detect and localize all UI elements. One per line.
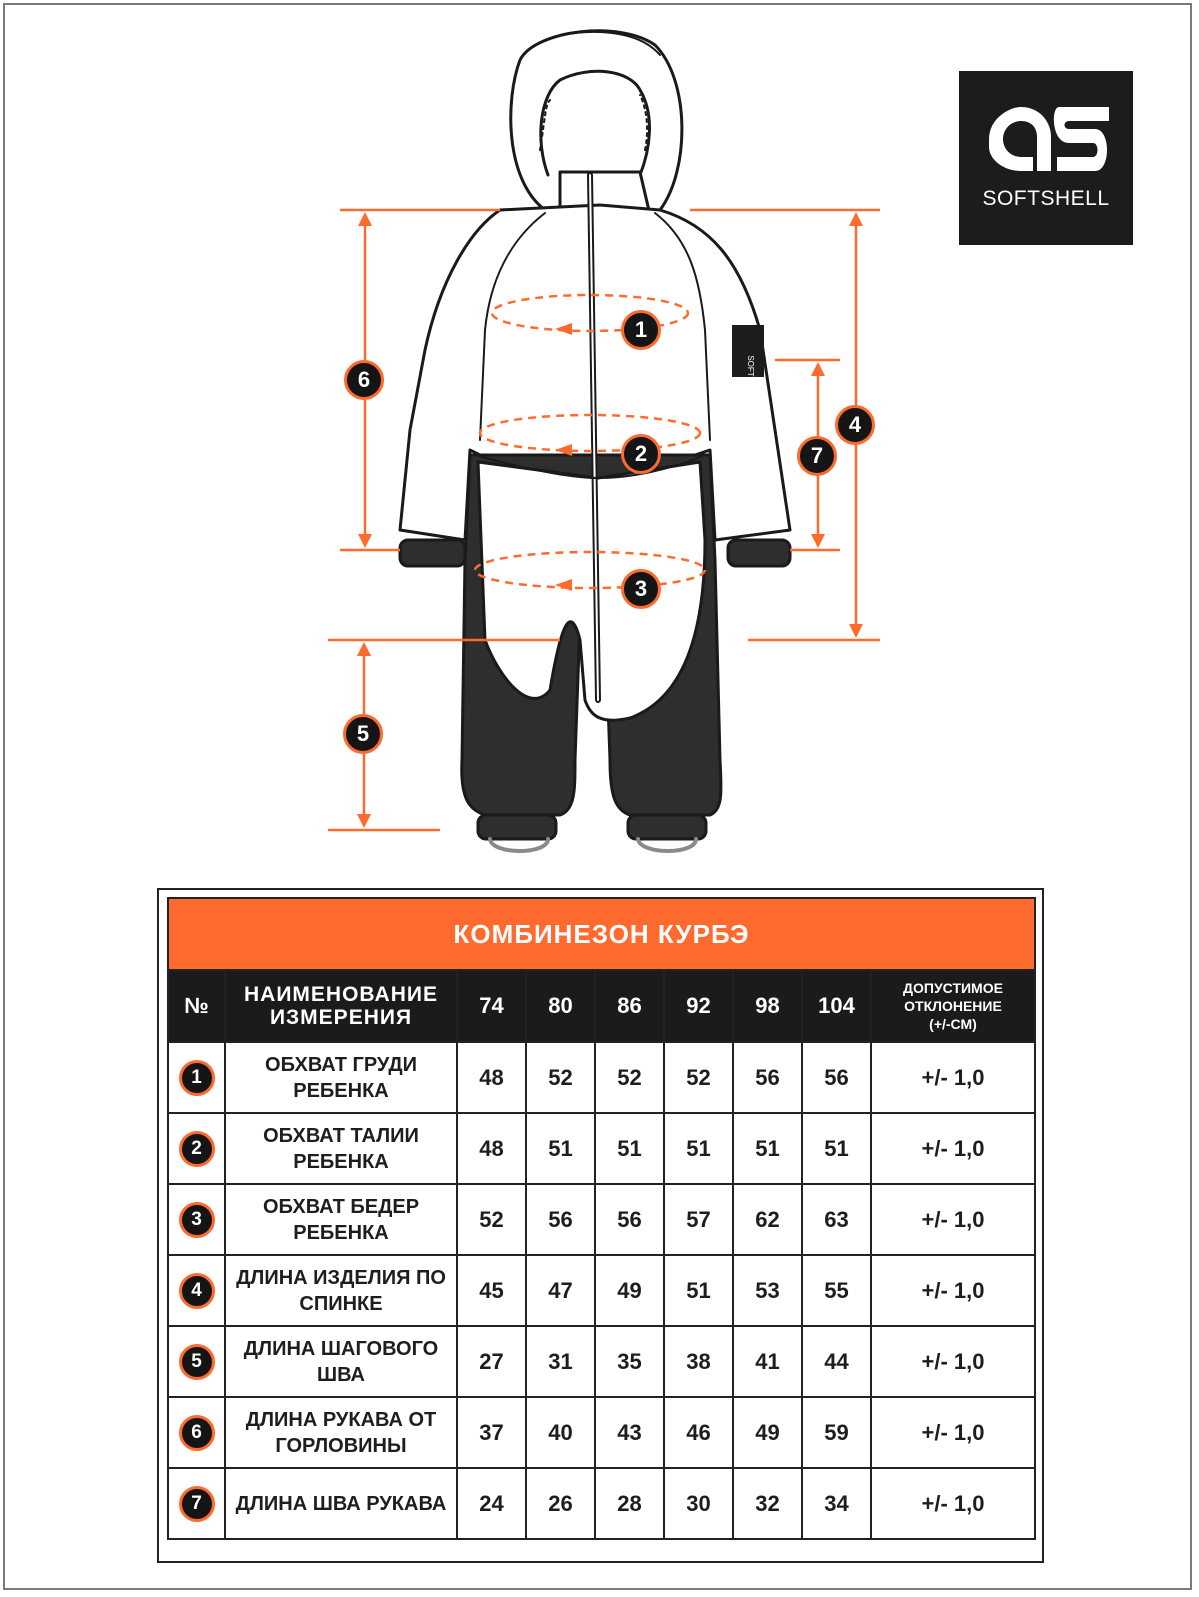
header-deviation (871, 970, 1035, 1042)
row-size-value: 43 (595, 1397, 664, 1468)
header-size-86: 86 (595, 970, 664, 1042)
row-name-line1: ОБХВАТ ТАЛИИ (263, 1124, 419, 1147)
header-deviation-line1: ДОПУСТИМОЕ (903, 980, 1003, 996)
row-size-value: 48 (457, 1042, 526, 1113)
marker-6: 6 (344, 360, 384, 400)
table-row (168, 1042, 1035, 1113)
row-measurement-name (225, 1042, 457, 1113)
row-deviation: +/- 1,0 (871, 1113, 1035, 1184)
row-size-value: 49 (733, 1397, 802, 1468)
row-number-badge: 1 (179, 1060, 215, 1096)
row-name-line2: РЕБЕНКА (293, 1221, 389, 1244)
row-measurement-name (225, 1397, 457, 1468)
brand-logo-mark (959, 71, 1133, 245)
header-deviation-line3: (+/-СМ) (929, 1016, 977, 1032)
row-size-value: 31 (526, 1326, 595, 1397)
row-number-cell (168, 1042, 225, 1113)
row-size-value: 59 (802, 1397, 871, 1468)
row-size-value: 52 (526, 1042, 595, 1113)
row-size-value: 32 (733, 1468, 802, 1539)
row-size-value: 51 (664, 1113, 733, 1184)
left-cuff (400, 540, 465, 566)
row-deviation: +/- 1,0 (871, 1326, 1035, 1397)
row-number-badge: 7 (179, 1486, 215, 1522)
row-number-badge: 5 (179, 1344, 215, 1380)
marker-2: 2 (621, 434, 661, 474)
row-size-value: 28 (595, 1468, 664, 1539)
row-size-value: 30 (664, 1468, 733, 1539)
row-name-line1: ДЛИНА ШВА РУКАВА (235, 1492, 447, 1515)
row-name-line2: ШВА (317, 1363, 365, 1386)
marker-5: 5 (343, 714, 383, 754)
row-size-value: 55 (802, 1255, 871, 1326)
row-name-line2: РЕБЕНКА (293, 1150, 389, 1173)
row-size-value: 51 (595, 1113, 664, 1184)
table-row (168, 1113, 1035, 1184)
row-size-value: 51 (733, 1113, 802, 1184)
header-name-line2: ИЗМЕРЕНИЯ (269, 1006, 413, 1029)
row-name-line1: ОБХВАТ БЕДЕР (262, 1195, 420, 1218)
row-deviation: +/- 1,0 (871, 1042, 1035, 1113)
row-size-value: 37 (457, 1397, 526, 1468)
table-header-row (168, 970, 1035, 1042)
row-size-value: 46 (664, 1397, 733, 1468)
brand-logo-text: SOFTSHELL (982, 187, 1110, 210)
table-row (168, 1397, 1035, 1468)
front-panel (478, 462, 705, 720)
row-size-value: 51 (802, 1113, 871, 1184)
table-row (168, 1255, 1035, 1326)
header-name (225, 970, 457, 1042)
row-name-line2: РЕБЕНКА (293, 1079, 389, 1102)
row-number-badge: 4 (179, 1273, 215, 1309)
row-measurement-name (225, 1468, 457, 1539)
row-size-value: 40 (526, 1397, 595, 1468)
row-name-line1: ДЛИНА ШАГОВОГО (243, 1337, 439, 1360)
row-size-value: 41 (733, 1326, 802, 1397)
row-size-value: 35 (595, 1326, 664, 1397)
marker-1: 1 (621, 310, 661, 350)
row-size-value: 38 (664, 1326, 733, 1397)
header-name-line1: НАИМЕНОВАНИЕ (244, 983, 438, 1006)
row-name-line1: ОБХВАТ ГРУДИ (265, 1053, 417, 1076)
header-deviation-line2: ОТКЛОНЕНИЕ (904, 998, 1002, 1014)
header-size-92: 92 (664, 970, 733, 1042)
row-name-line2: СПИНКЕ (299, 1292, 383, 1315)
marker-3: 3 (621, 569, 661, 609)
marker-7: 7 (797, 436, 837, 476)
row-size-value: 62 (733, 1184, 802, 1255)
row-size-value: 57 (664, 1184, 733, 1255)
row-size-value: 56 (733, 1042, 802, 1113)
row-size-value: 34 (802, 1468, 871, 1539)
row-number-badge: 3 (179, 1202, 215, 1238)
row-name-line2: ГОРЛОВИНЫ (275, 1434, 407, 1457)
row-number-cell (168, 1397, 225, 1468)
row-deviation: +/- 1,0 (871, 1468, 1035, 1539)
row-size-value: 45 (457, 1255, 526, 1326)
row-size-value: 53 (733, 1255, 802, 1326)
header-size-74: 74 (457, 970, 526, 1042)
row-size-value: 51 (526, 1113, 595, 1184)
row-measurement-name (225, 1184, 457, 1255)
row-size-value: 52 (595, 1042, 664, 1113)
row-size-value: 44 (802, 1326, 871, 1397)
row-number-cell (168, 1255, 225, 1326)
row-size-value: 56 (595, 1184, 664, 1255)
row-number-cell (168, 1113, 225, 1184)
row-name-line1: ДЛИНА ИЗДЕЛИЯ ПО (236, 1266, 446, 1289)
row-number-badge: 2 (179, 1131, 215, 1167)
header-size-98: 98 (733, 970, 802, 1042)
row-number-cell (168, 1326, 225, 1397)
row-size-value: 48 (457, 1113, 526, 1184)
header-size-104: 104 (802, 970, 871, 1042)
row-deviation: +/- 1,0 (871, 1397, 1035, 1468)
sleeve-logo-text: SOFT (746, 355, 755, 377)
row-size-value: 52 (664, 1042, 733, 1113)
row-number-badge: 6 (179, 1415, 215, 1451)
table-row (168, 1468, 1035, 1539)
row-size-value: 52 (457, 1184, 526, 1255)
header-size-80: 80 (526, 970, 595, 1042)
header-number: № (168, 970, 225, 1042)
row-size-value: 47 (526, 1255, 595, 1326)
row-number-cell (168, 1184, 225, 1255)
brand-logo (959, 71, 1133, 245)
row-size-value: 24 (457, 1468, 526, 1539)
row-size-value: 51 (664, 1255, 733, 1326)
row-size-value: 63 (802, 1184, 871, 1255)
size-table (167, 897, 1036, 1540)
row-deviation: +/- 1,0 (871, 1255, 1035, 1326)
row-measurement-name (225, 1255, 457, 1326)
table-row (168, 1184, 1035, 1255)
marker-4: 4 (835, 405, 875, 445)
row-size-value: 26 (526, 1468, 595, 1539)
row-size-value: 56 (526, 1184, 595, 1255)
right-leg-cuff (628, 815, 706, 839)
right-cuff (728, 540, 790, 566)
row-size-value: 56 (802, 1042, 871, 1113)
row-deviation: +/- 1,0 (871, 1184, 1035, 1255)
row-measurement-name (225, 1113, 457, 1184)
row-size-value: 27 (457, 1326, 526, 1397)
row-measurement-name (225, 1326, 457, 1397)
row-name-line1: ДЛИНА РУКАВА ОТ (245, 1408, 437, 1431)
table-title: КОМБИНЕЗОН КУРБЭ (168, 898, 1035, 970)
row-size-value: 49 (595, 1255, 664, 1326)
row-number-cell (168, 1468, 225, 1539)
left-leg-cuff (478, 815, 556, 839)
table-row (168, 1326, 1035, 1397)
